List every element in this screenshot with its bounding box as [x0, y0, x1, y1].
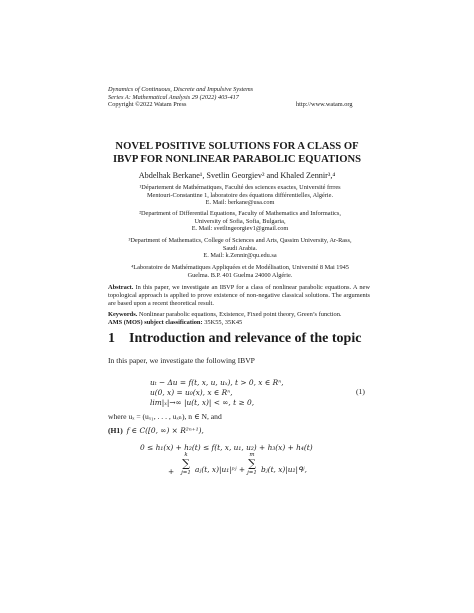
- summation-1: k ∑ j=1: [181, 452, 191, 476]
- ams-codes: 35K55, 35K45: [204, 319, 243, 326]
- inequality-line-1: 0 ≤ h₁(x) + h₂(t) ≤ f(t, x, u₁, u₂) + h₃(x) + h₄(t): [140, 443, 313, 452]
- authors: Abdelhak Berkane¹, Svetlin Georgiev² and Khaled Zennir³,⁴: [138, 171, 336, 180]
- plus-sign: +: [168, 467, 175, 476]
- summation-1-term: aⱼ(t, x)|u₁|ᵖʲ +: [195, 465, 246, 474]
- equation-number: (1): [356, 387, 365, 396]
- affiliation-1: ¹Département de Mathématiques, Faculté des sciences exactes, Université frrres Mentouri-Constantine 1, laboratoire des équations différentielles, Algérie. E. Mail: berkane@usa.com: [139, 184, 341, 207]
- h1-label: (H1): [108, 426, 123, 435]
- summation-2: m ∑ j=1: [247, 452, 257, 476]
- abstract-text: In this paper, we investigate an IBVP for a class of nonlinear parabolic equations. A new topological approach is applied to prove existence of non-negative classical solutions. The arguments are based upon a recent theoretical result.: [108, 284, 370, 307]
- ams-classification: [108, 319, 242, 326]
- equation-system: uₜ − Δu = f(t, x, u, uₓ), t > 0, x ∈ Rⁿ, u(0, x) = u₀(x), x ∈ Rⁿ, lim|ₓ|→∞ |u(t, x)| < ∞, t ≥ 0,: [150, 378, 284, 407]
- hypothesis-h1: [108, 426, 204, 435]
- summation-2-term: bⱼ(t, x)|u₂|ᑫʲ,: [261, 465, 307, 474]
- journal-name: Dynamics of Continuous, Discrete and Impulsive Systems: [108, 86, 254, 93]
- keywords-label: Keywords.: [108, 311, 138, 318]
- copyright: Copyright ©2022 Watam Press: [108, 101, 187, 108]
- abstract-label: Abstract.: [108, 284, 134, 291]
- journal-url[interactable]: http://www.watam.org: [296, 101, 353, 108]
- abstract: [108, 284, 370, 308]
- ams-label: AMS (MOS) subject classification:: [108, 319, 203, 326]
- intro-text: In this paper, we investigate the following IBVP: [108, 356, 255, 365]
- affiliation-2: ²Department of Differential Equations, Faculty of Mathematics and Informatics, University of Sofia, Sofia, Bulgaria, E. Mail: svetlingeorgiev1@gmail.com: [139, 210, 341, 233]
- paper-title: NOVEL POSITIVE SOLUTIONS FOR A CLASS OF IBVP FOR NONLINEAR PARABOLIC EQUATIONS: [112, 141, 361, 165]
- affiliation-3: ³Department of Mathematics, College of Sciences and Arts, Qassim University, Ar-Rass, Saudi Arabia. E. Mail: k.Zennir@qu.edu.sa: [128, 237, 352, 260]
- keywords: [108, 311, 370, 319]
- where-line: where uₓ = (uₓ₁, . . . , uₓₙ), n ∈ N, and: [108, 412, 222, 421]
- affiliation-4: ⁴Laboratoire de Mathématiques Appliquées et de Modélisation, Université 8 Mai 1945 Guelma. B.P. 401 Guelma 24000 Algérie.: [131, 264, 349, 279]
- journal-series: Series A: Mathematical Analysis 29 (2022) 403-417: [108, 93, 239, 101]
- keywords-text: Nonlinear parabolic equations, Existence, Fixed point theory, Green’s function.: [138, 311, 342, 318]
- h1-text: f ∈ C([0, ∞) × R²ⁿ⁺¹),: [126, 426, 204, 435]
- section-heading: 1 Introduction and relevance of the topic: [108, 331, 362, 346]
